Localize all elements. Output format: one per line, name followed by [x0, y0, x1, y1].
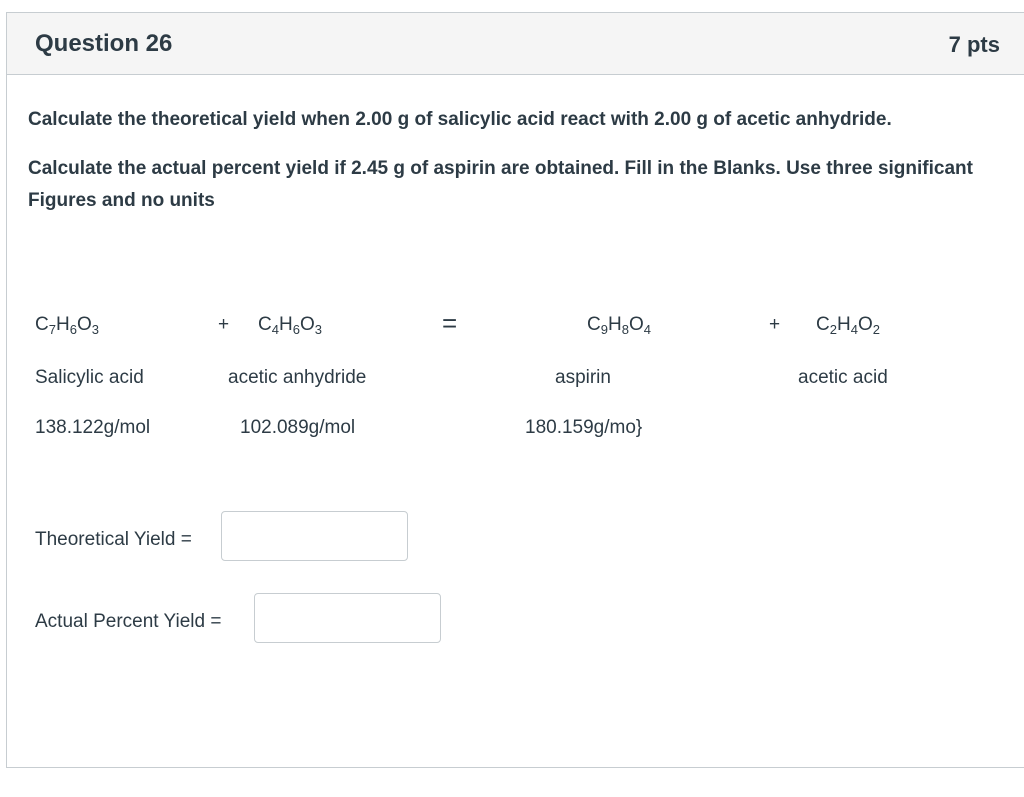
theoretical-yield-input[interactable] — [221, 511, 408, 561]
question-header — [7, 13, 1024, 75]
question-title: Question 26 — [35, 30, 173, 57]
molar-mass-acetic-anhydride: 102.089g/mol — [240, 417, 356, 438]
molar-mass-salicylic-acid: 138.122g/mol — [35, 417, 151, 438]
name-acetic-acid: acetic acid — [798, 367, 888, 388]
question-points: 7 pts — [948, 32, 1000, 57]
molar-mass-aspirin: 180.159g/mo} — [525, 417, 643, 438]
prompt-line-1: Calculate the theoretical yield when 2.00 g of salicylic acid react with 2.00 g of acetic anhydride. — [28, 109, 892, 130]
theoretical-yield-label: Theoretical Yield = — [35, 529, 192, 550]
plus-sign-1: + — [218, 314, 230, 335]
name-acetic-anhydride: acetic anhydride — [228, 367, 367, 388]
prompt-line-2: Calculate the actual percent yield if 2.45 g of aspirin are obtained. Fill in the Blanks. Use three significant Figures and no units — [28, 158, 973, 211]
equals-sign: = — [442, 308, 458, 338]
formula-aspirin: $C_9H_8O_4$ — [587, 314, 651, 337]
formula-acetic-anhydride: $C_4H_6O_3$ — [258, 314, 322, 337]
plus-sign-2: + — [769, 314, 781, 335]
formula-acetic-acid: $C_2H_4O_2$ — [816, 314, 880, 337]
actual-percent-yield-label: Actual Percent Yield = — [35, 611, 222, 632]
actual-percent-yield-input[interactable] — [254, 593, 441, 643]
name-aspirin: aspirin — [555, 367, 611, 388]
name-salicylic-acid: Salicylic acid — [35, 367, 144, 388]
formula-salicylic-acid: $C_7H_6O_3$ — [35, 314, 99, 337]
